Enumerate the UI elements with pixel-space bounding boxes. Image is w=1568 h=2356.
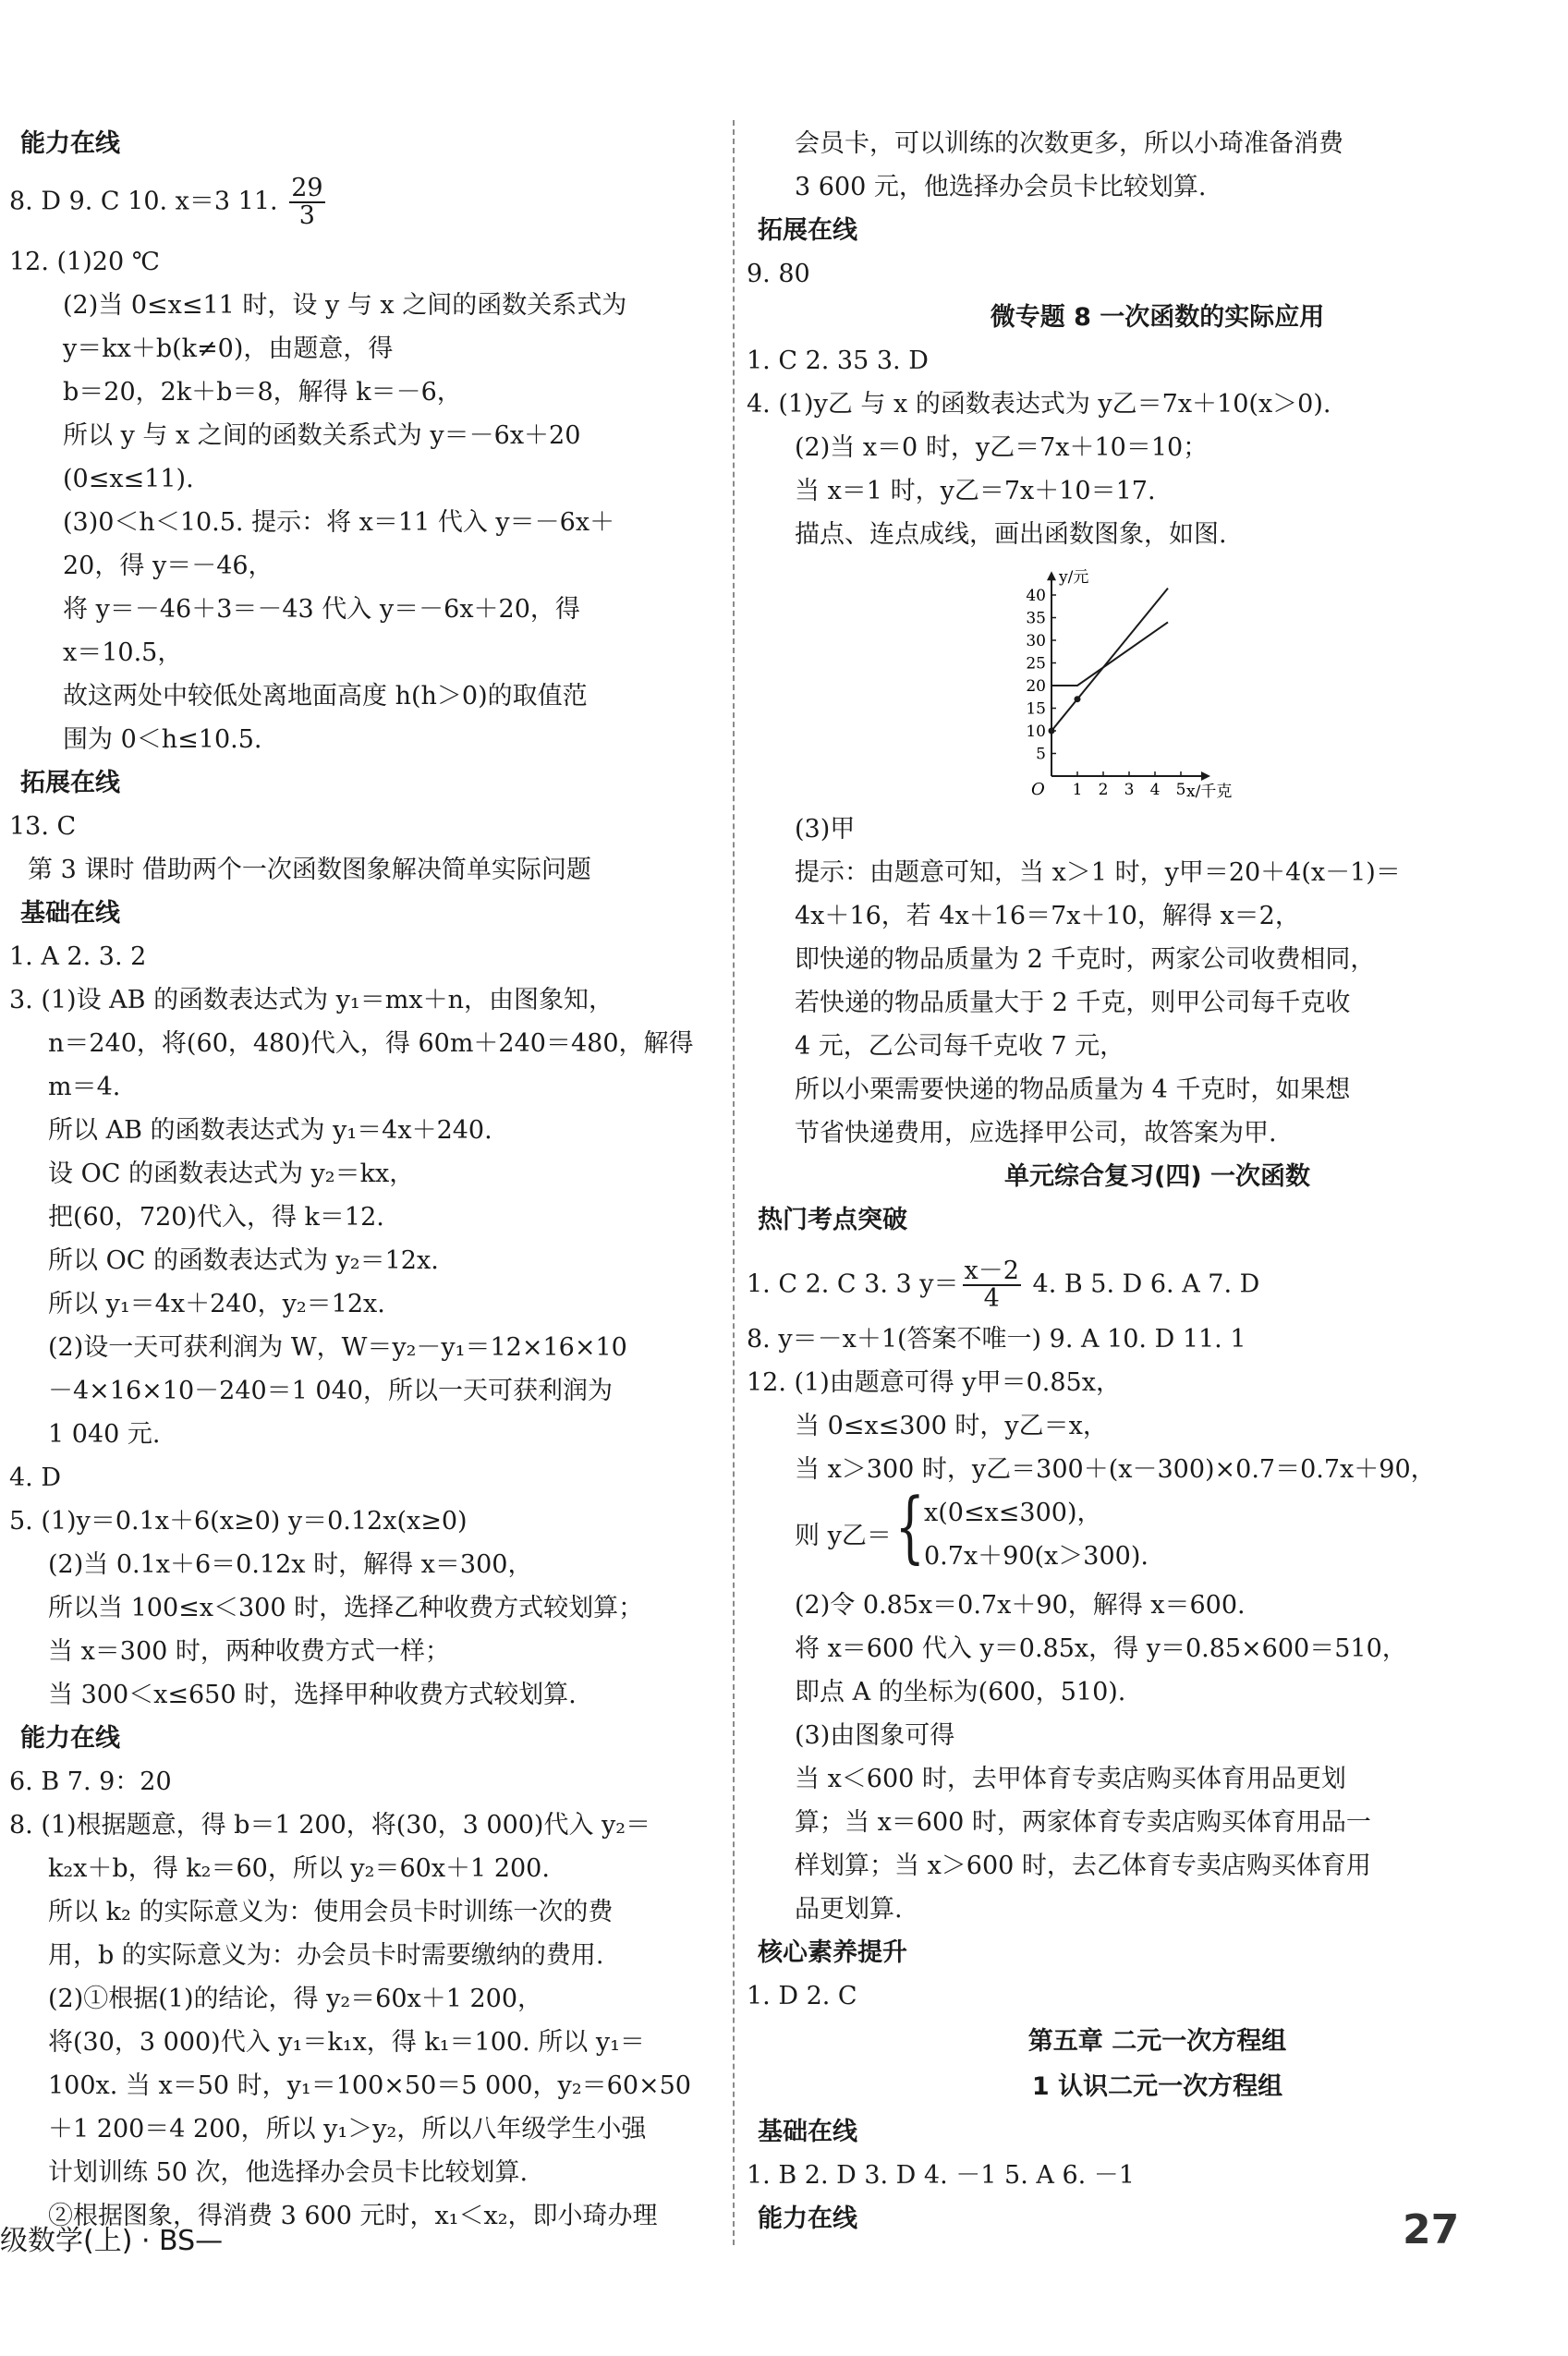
answer-line: 4 元，乙公司每千克收 7 元，	[795, 1032, 1125, 1061]
answer-line: (3)甲	[795, 815, 856, 844]
answer-line: 8. (1)根据题意，得 b＝1 200，将(30，3 000)代入 y₂＝	[9, 1811, 651, 1840]
unit-heading: 单元综合复习(四) 一次函数	[1003, 1162, 1311, 1191]
answer-line: (2)当 0.1x＋6＝0.12x 时，解得 x＝300，	[48, 1550, 533, 1579]
chapter-heading: 第五章 二元一次方程组	[1027, 2027, 1287, 2056]
y-tick-label: 20	[1026, 677, 1046, 696]
answer-line: 所以当 100≤x＜300 时，选择乙种收费方式较划算；	[48, 1594, 644, 1622]
origin-label: O	[1031, 780, 1045, 799]
answer-line: 当 x＞300 时，y乙＝300＋(x－300)×0.7＝0.7x＋90，	[795, 1455, 1436, 1484]
answer-line: 3. (1)设 AB 的函数表达式为 y₁＝mx＋n，由图象知，	[9, 986, 614, 1014]
section-heading: 基础在线	[20, 899, 120, 928]
answer-line: ②根据图象，得消费 3 600 元时，x₁＜x₂，即小琦办理	[48, 2202, 658, 2230]
lesson-heading: 1 认识二元一次方程组	[1031, 2072, 1283, 2101]
y-axis-arrow-icon	[1047, 571, 1056, 580]
answer-line: 当 x＝1 时，y乙＝7x＋10＝17.	[795, 477, 1156, 505]
answer-line: (2)设一天可获利润为 W，W＝y₂－y₁＝12×16×10	[48, 1333, 627, 1362]
answer-line: 13. C	[9, 812, 77, 841]
answer-line: (2)令 0.85x＝0.7x＋90，解得 x＝600.	[795, 1591, 1246, 1620]
answer-line: 所以 AB 的函数表达式为 y₁＝4x＋240.	[48, 1116, 492, 1145]
answer-line: 把(60，720)代入，得 k＝12.	[48, 1203, 384, 1232]
answer-line: 当 x＝300 时，两种收费方式一样；	[48, 1637, 450, 1666]
answer-line: 5. (1)y＝0.1x＋6(x≥0) y＝0.12x(x≥0)	[9, 1507, 468, 1536]
answer-line: 8. y＝－x＋1(答案不唯一) 9. A 10. D 11. 1	[747, 1325, 1246, 1354]
answer-line: 设 OC 的函数表达式为 y₂＝kx，	[48, 1160, 415, 1188]
answer-line: 当 300＜x≤650 时，选择甲种收费方式较划算.	[48, 1681, 577, 1709]
answer-line: x＝10.5，	[63, 638, 183, 667]
answer-line: 计划训练 50 次，他选择办会员卡比较划算.	[48, 2158, 529, 2187]
fraction: $\frac{29}{3}$	[291, 174, 323, 230]
section-heading: 核心素养提升	[758, 1938, 907, 1967]
answer-line: 所以 OC 的函数表达式为 y₂＝12x.	[48, 1246, 439, 1275]
answer-line: 当 x＜600 时，去甲体育专卖店购买体育用品更划	[795, 1765, 1346, 1793]
answer-line: 3 600 元，他选择办会员卡比较划算.	[795, 173, 1207, 201]
answer-line: 20，得 y＝－46，	[63, 552, 273, 580]
answer-line: 节省快递费用，应选择甲公司，故答案为甲.	[795, 1119, 1277, 1148]
answer-line: 围为 0＜h≤10.5.	[63, 725, 262, 754]
x-tick-label: 2	[1098, 781, 1109, 799]
answer-line: 会员卡，可以训练的次数更多，所以小琦准备消费	[795, 129, 1343, 158]
answer-line: 品更划算.	[795, 1895, 903, 1924]
topic-heading: 微专题 8 一次函数的实际应用	[990, 303, 1325, 332]
x-tick-label: 5	[1175, 781, 1186, 799]
answer-line: 4. (1)y乙 与 x 的函数表达式为 y乙＝7x＋10(x＞0).	[747, 390, 1331, 419]
answer-line: (2)当 x＝0 时，y乙＝7x＋10＝10；	[795, 433, 1209, 462]
answer-line: 1. C 2. 35 3. D	[747, 346, 929, 375]
data-point	[1049, 728, 1055, 735]
answer-line: 描点、连点成线，画出函数图象，如图.	[795, 520, 1227, 549]
section-heading: 拓展在线	[758, 216, 857, 245]
series-line-1	[1051, 589, 1168, 731]
answer-line: 9. 80	[747, 260, 810, 288]
section-heading: 基础在线	[758, 2118, 857, 2146]
x-tick-label: 1	[1072, 781, 1083, 799]
answer-line: 1. D 2. C	[747, 1982, 857, 2010]
data-point	[1075, 696, 1081, 702]
column-divider	[733, 120, 735, 2245]
answer-line: 故这两处中较低处离地面高度 h(h＞0)的取值范	[63, 682, 588, 710]
piecewise-label: 则 y乙＝	[795, 1522, 892, 1550]
section-heading: 热门考点突破	[758, 1206, 907, 1234]
y-tick-label: 15	[1026, 699, 1046, 719]
answer-line: k₂x＋b，得 k₂＝60，所以 y₂＝60x＋1 200.	[48, 1854, 550, 1883]
piecewise-case: x(0≤x≤300)，	[924, 1499, 1102, 1527]
y-tick-label: 25	[1026, 654, 1046, 674]
answer-line: (3)由图象可得	[795, 1721, 955, 1750]
answer-line: 8. D 9. C 10. x＝3 11. $\frac{29}{3}$	[9, 174, 323, 230]
y-axis-label: y/元	[1059, 568, 1089, 588]
brace-icon: {	[894, 1481, 925, 1572]
y-tick-label: 10	[1026, 723, 1046, 741]
answer-line: 12. (1)20 ℃	[9, 248, 160, 276]
y-tick-label: 40	[1026, 587, 1046, 605]
answer-line: 1. B 2. D 3. D 4. －1 5. A 6. －1	[747, 2161, 1135, 2190]
answer-line: 所以小栗需要快递的物品质量为 4 千克时，如果想	[795, 1075, 1351, 1104]
answer-line: 所以 k₂ 的实际意义为：使用会员卡时训练一次的费	[48, 1898, 614, 1926]
y-tick-label: 5	[1036, 745, 1046, 764]
answer-line: 1. A 2. 3. 2	[9, 942, 147, 971]
answer-line: y＝kx＋b(k≠0)，由题意，得	[63, 334, 394, 363]
answer-line: 即点 A 的坐标为(600，510).	[795, 1678, 1126, 1706]
section-heading: 拓展在线	[20, 769, 120, 797]
page-number: 27	[1403, 2206, 1460, 2253]
answer-line: 12. (1)由题意可得 y甲＝0.85x，	[747, 1368, 1121, 1397]
answer-line: (2)①根据(1)的结论，得 y₂＝60x＋1 200，	[48, 1985, 543, 2013]
answer-line: 100x. 当 x＝50 时，y₁＝100×50＝5 000，y₂＝60×50	[48, 2071, 691, 2100]
footer-text: 级数学(上) · BS—	[0, 2225, 224, 2257]
answer-line: 6. B 7. 9：20	[9, 1767, 172, 1796]
answer-line: －4×16×10－240＝1 040，所以一天可获利润为	[48, 1377, 613, 1405]
section-heading: 能力在线	[20, 1724, 120, 1753]
answer-line: ＋1 200＝4 200，所以 y₁＞y₂，所以八年级学生小强	[48, 2115, 647, 2143]
answer-line: 将 x＝600 代入 y＝0.85x，得 y＝0.85×600＝510，	[795, 1634, 1407, 1663]
answer-line: m＝4.	[48, 1073, 121, 1101]
answer-line: 4x＋16，若 4x＋16＝7x＋10，解得 x＝2，	[795, 902, 1300, 930]
fraction: $\frac{x-2}{4}$	[964, 1257, 1019, 1313]
answer-line: 1 040 元.	[48, 1420, 161, 1449]
answer-line: 样划算；当 x＞600 时，去乙体育专卖店购买体育用	[795, 1852, 1371, 1880]
answer-line: (3)0＜h＜10.5. 提示：将 x＝11 代入 y＝－6x＋	[63, 508, 615, 537]
y-tick-label: 30	[1026, 632, 1046, 650]
answer-line: b＝20，2k＋b＝8，解得 k＝－6，	[63, 378, 462, 407]
answer-line: 将 y＝－46＋3＝－43 代入 y＝－6x＋20，得	[63, 595, 580, 624]
answer-line: (0≤x≤11).	[63, 465, 194, 493]
answer-line: 用，b 的实际意义为：办会员卡时需要缴纳的费用.	[48, 1941, 604, 1970]
answer-line: (2)当 0≤x≤11 时，设 y 与 x 之间的函数关系式为	[63, 291, 627, 320]
x-tick-label: 3	[1124, 781, 1135, 799]
x-axis-arrow-icon	[1201, 771, 1210, 781]
answer-line: 所以 y 与 x 之间的函数关系式为 y＝－6x＋20	[63, 421, 581, 450]
function-graph	[996, 554, 1255, 813]
answer-line: 所以 y₁＝4x＋240，y₂＝12x.	[48, 1290, 385, 1318]
piecewise-case: 0.7x＋90(x＞300).	[924, 1542, 1149, 1571]
x-tick-label: 4	[1149, 781, 1161, 799]
answer-line: 将(30，3 000)代入 y₁＝k₁x，得 k₁＝100. 所以 y₁＝	[48, 2028, 645, 2057]
answer-line: 当 0≤x≤300 时，y乙＝x，	[795, 1412, 1108, 1440]
answer-line: 4. D	[9, 1463, 61, 1492]
answer-line: 若快递的物品质量大于 2 千克，则甲公司每千克收	[795, 989, 1351, 1017]
answer-line: 算；当 x＝600 时，两家体育专卖店购买体育用品一	[795, 1808, 1371, 1837]
answer-line: 1. C 2. C 3. 3 y＝ $\frac{x-2}{4}$ 4. B 5. D 6. A 7. D	[747, 1257, 1260, 1313]
x-axis-label: x/千克	[1186, 783, 1233, 801]
answer-line: n＝240，将(60，480)代入，得 60m＋240＝480，解得	[48, 1029, 694, 1058]
section-heading: 能力在线	[758, 2204, 857, 2233]
y-tick-label: 35	[1026, 609, 1046, 628]
series-line-2	[1051, 622, 1168, 686]
lesson-heading: 第 3 课时 借助两个一次函数图象解决简单实际问题	[28, 856, 591, 884]
section-heading: 能力在线	[20, 129, 120, 158]
answer-line: 提示：由题意可知，当 x＞1 时，y甲＝20＋4(x－1)＝	[795, 858, 1401, 887]
answer-line: 即快递的物品质量为 2 千克时，两家公司收费相同，	[795, 945, 1376, 974]
